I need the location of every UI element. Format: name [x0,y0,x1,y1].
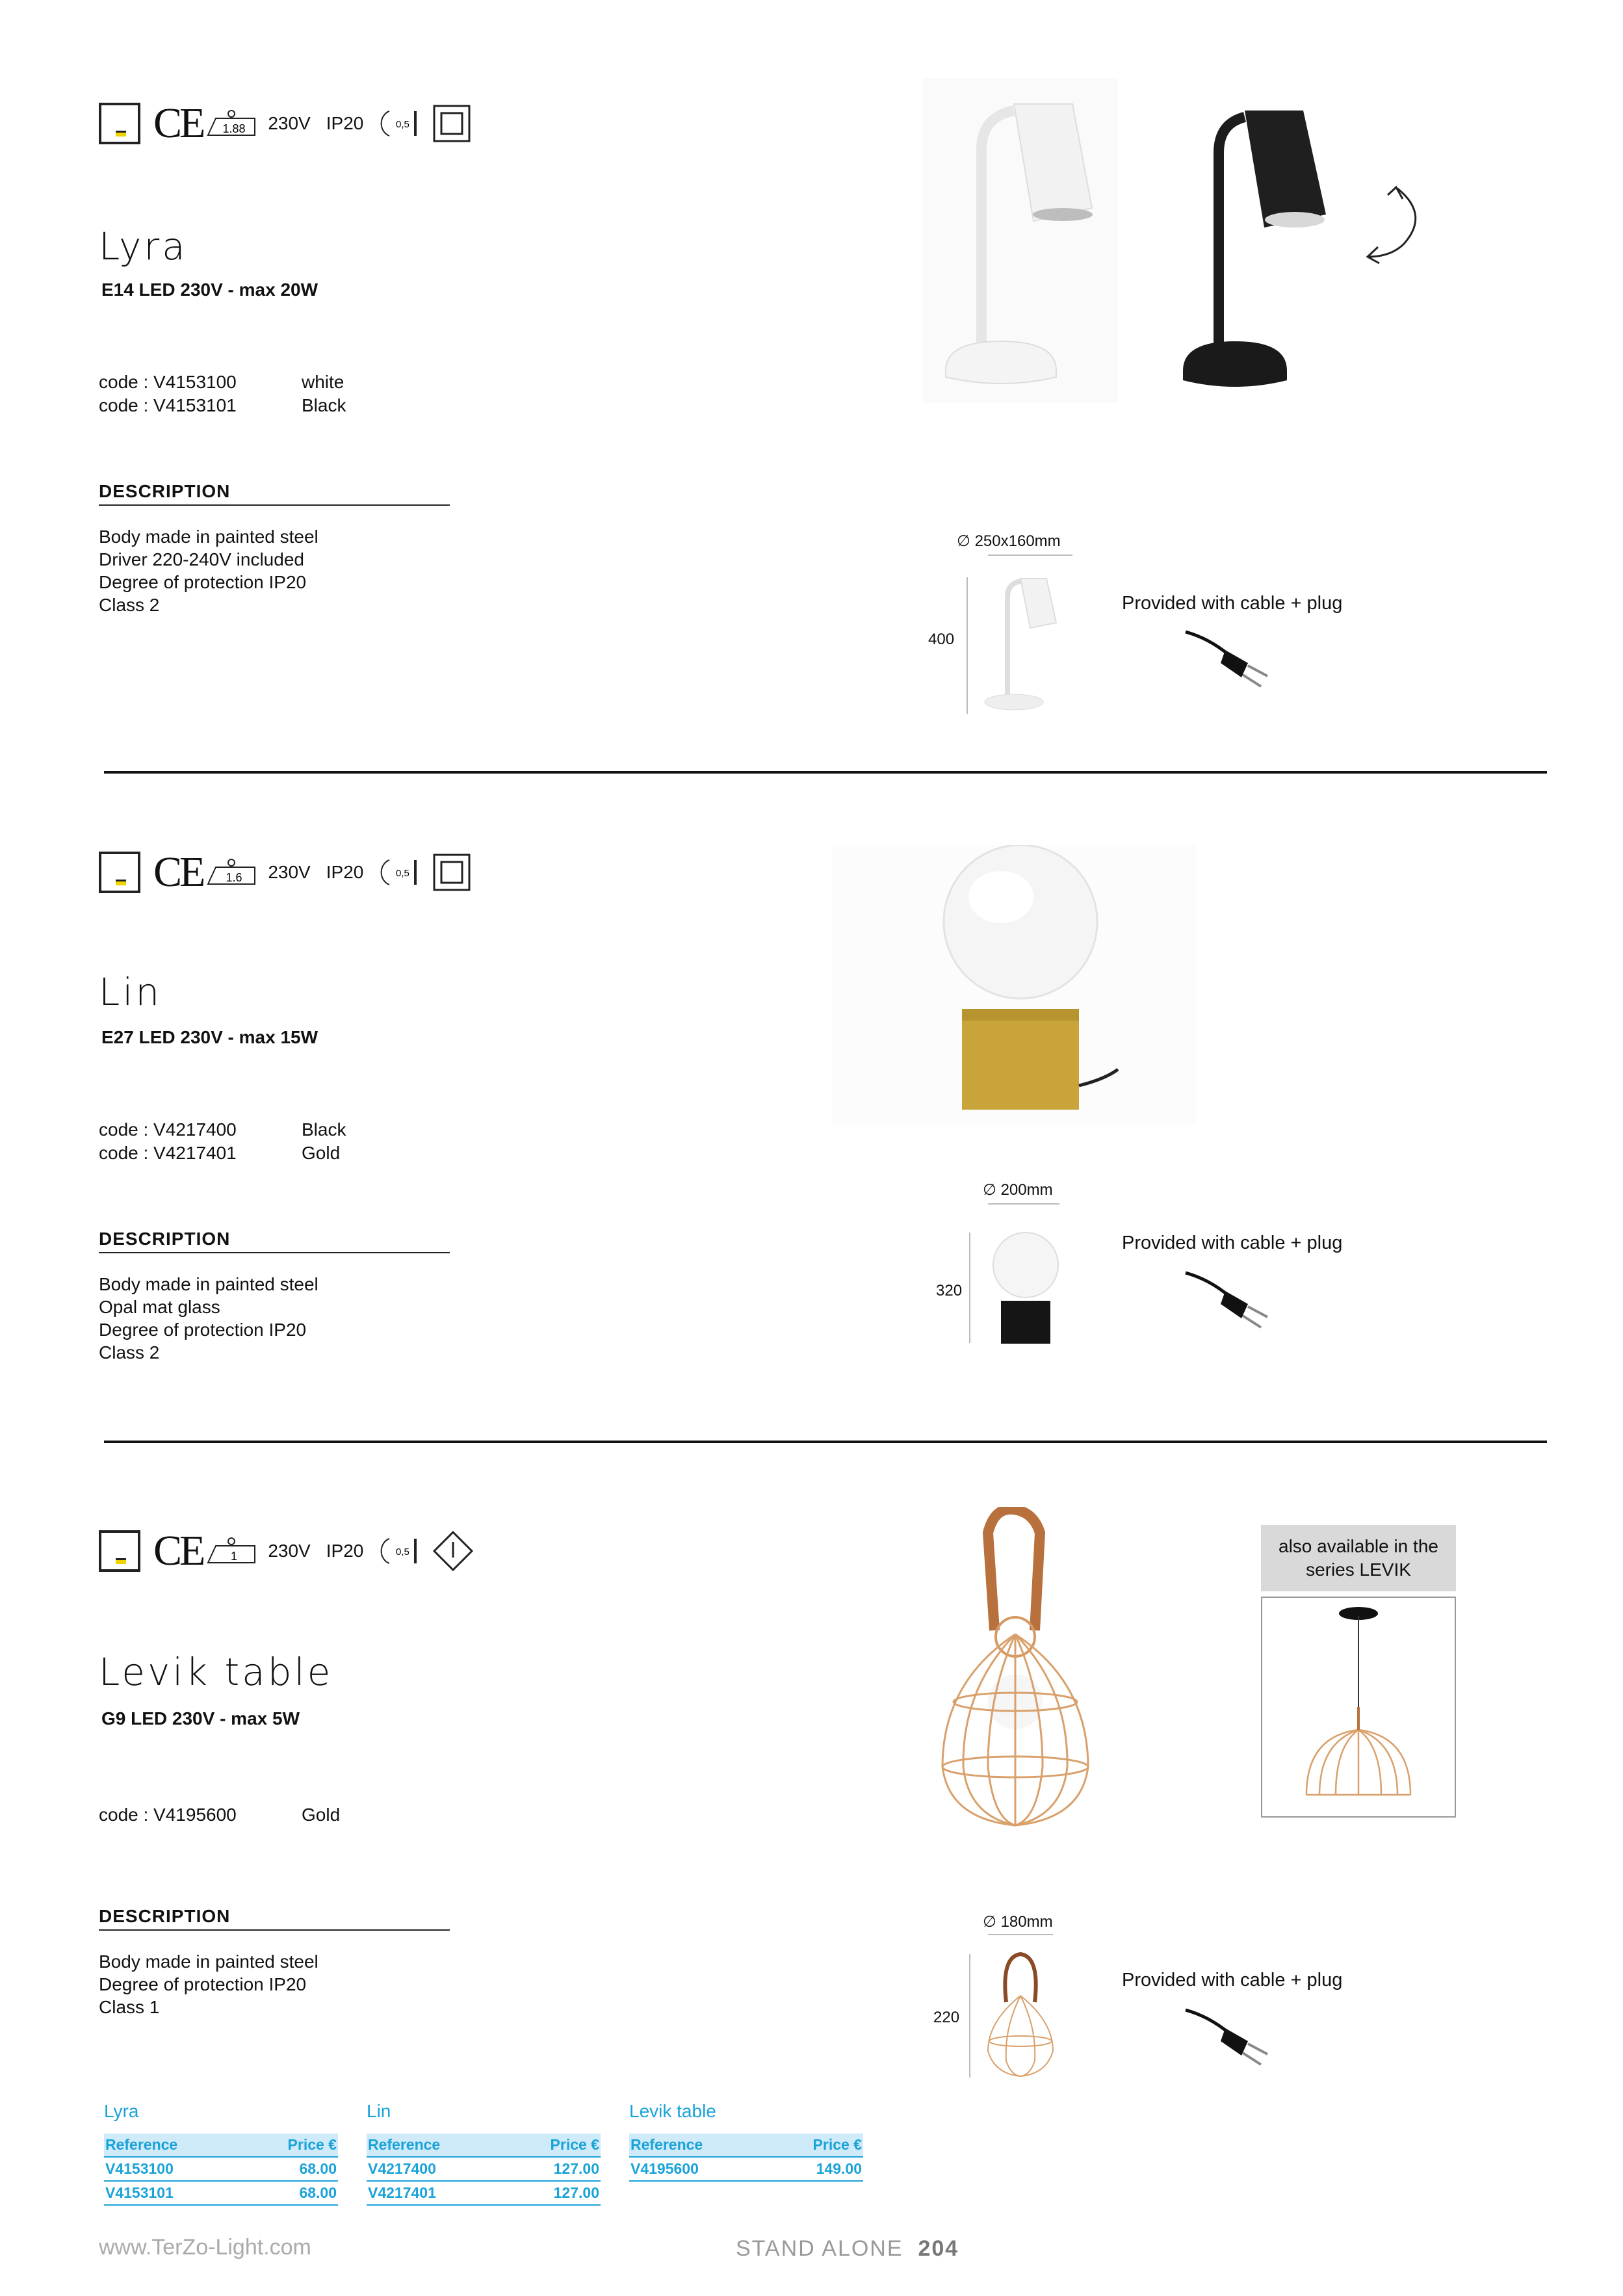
footer-section [736,2236,959,2262]
section-divider [104,771,1547,774]
led-energy-icon [99,852,140,893]
col-reference: Reference [367,2133,505,2157]
col-price: Price € [505,2133,601,2157]
description-text: Body made in painted steel Degree of protection IP20 Class 1 [99,1951,318,2017]
col-price: Price € [768,2133,863,2157]
product-title: Levik table [99,1650,333,1694]
description-heading: DESCRIPTION [99,1906,450,1931]
also-available-note: also available in the series LEVIK [1261,1525,1456,1591]
ip-label: IP20 [326,1541,364,1561]
price-table-lyra [104,2101,338,2206]
product-title: Lyra [99,224,188,268]
table-row: V4153100 68.00 [104,2157,338,2181]
plug-icon [1183,1266,1287,1338]
code-color: white [302,372,344,392]
weight-icon [205,858,257,887]
description-text: Body made in painted steel Driver 220-240V included Degree of protection IP20 Class 2 [99,527,318,615]
class-1-icon [432,1530,474,1572]
code-value: code : V4217400 [99,1119,237,1140]
levik-table-lamp-image [923,1507,1118,1845]
section-name: STAND ALONE [736,2236,903,2261]
code-color: Black [302,395,346,415]
dimension-diameter: ∅ 180mm [983,1913,1053,1931]
led-energy-icon [99,103,140,144]
dimension-height: 220 [933,2009,960,2026]
led-energy-icon [99,1530,140,1572]
code-color: Gold [302,1143,341,1163]
class-2-icon [432,104,471,143]
code-color: Black [302,1119,346,1140]
levik-spec-icons [99,1525,474,1577]
cable-value: 0,5 [396,119,410,130]
lin-spec-icons [99,846,471,898]
price-table-title: Levik table [629,2101,716,2121]
col-reference: Reference [629,2133,768,2157]
price-table-title: Lyra [104,2101,139,2121]
lyra-spec-icons [99,98,471,150]
code-value: code : V4153100 [99,372,237,392]
product-subtitle: E27 LED 230V - max 15W [101,1027,318,1047]
lin-lamp-image [832,845,1196,1125]
product-codes [99,371,346,417]
dimension-diameter: ∅ 200mm [983,1181,1053,1199]
price-table-title: Lin [367,2101,391,2121]
table-row: V4153101 68.00 [104,2181,338,2205]
description-text: Body made in painted steel Opal mat glass Degree of protection IP20 Class 2 [99,1274,318,1363]
col-reference: Reference [104,2133,242,2157]
table-row: V4195600 149.00 [629,2157,863,2181]
cable-length-icon [378,1535,423,1567]
ce-mark-icon: CE [153,99,203,147]
plug-icon [1183,2003,1287,2075]
voltage-label: 230V [268,862,311,882]
ce-mark-icon: CE [153,1527,203,1574]
price-table-lin [367,2101,601,2206]
code-color: Gold [302,1805,341,1825]
weight-value: 1.88 [222,122,246,135]
ce-mark-icon: CE [153,848,203,896]
col-price: Price € [242,2133,338,2157]
cable-plug-text: Provided with cable + plug [1122,1233,1343,1253]
price-table-levik [629,2101,863,2182]
section-divider [104,1441,1547,1443]
product-codes [99,1118,346,1165]
page-number: 204 [918,2236,959,2261]
code-value: code : V4153101 [99,395,237,415]
weight-value: 1 [231,1550,238,1563]
cable-plug-text: Provided with cable + plug [1122,593,1343,614]
lyra-black-lamp-image [1157,91,1352,403]
cable-plug-text: Provided with cable + plug [1122,1970,1343,1990]
cable-length-icon [378,856,423,889]
class-2-icon [432,853,471,892]
levik-pendant-image [1261,1597,1456,1818]
weight-value: 1.6 [226,871,242,884]
lin-dimension-drawing [962,1200,1092,1356]
dimension-height: 320 [936,1282,963,1299]
weight-icon [205,1537,257,1565]
product-codes [99,1803,340,1827]
levik-dimension-drawing [962,1931,1079,2087]
footer-website[interactable]: www.TerZo-Light.com [99,2235,311,2260]
plug-icon [1183,625,1287,697]
cable-length-icon [378,107,423,140]
cable-value: 0,5 [396,1546,410,1558]
ip-label: IP20 [326,862,364,882]
weight-icon [205,109,257,138]
description-heading: DESCRIPTION [99,1229,450,1253]
cable-value: 0,5 [396,868,410,879]
code-value: code : V4217401 [99,1143,237,1163]
product-subtitle: E14 LED 230V - max 20W [101,280,318,300]
table-row: V4217400 127.00 [367,2157,601,2181]
product-subtitle: G9 LED 230V - max 5W [101,1708,300,1729]
code-value: code : V4195600 [99,1805,237,1825]
table-row: V4217401 127.00 [367,2181,601,2205]
ip-label: IP20 [326,113,364,133]
rotate-arrow-icon [1358,182,1430,267]
description-heading: DESCRIPTION [99,481,450,506]
dimension-height: 400 [928,631,955,648]
dimension-diameter: ∅ 250x160mm [957,532,1061,550]
voltage-label: 230V [268,113,311,133]
product-title: Lin [99,970,162,1014]
lyra-dimension-drawing [962,551,1092,720]
voltage-label: 230V [268,1541,311,1561]
lyra-white-lamp-image [923,78,1118,403]
